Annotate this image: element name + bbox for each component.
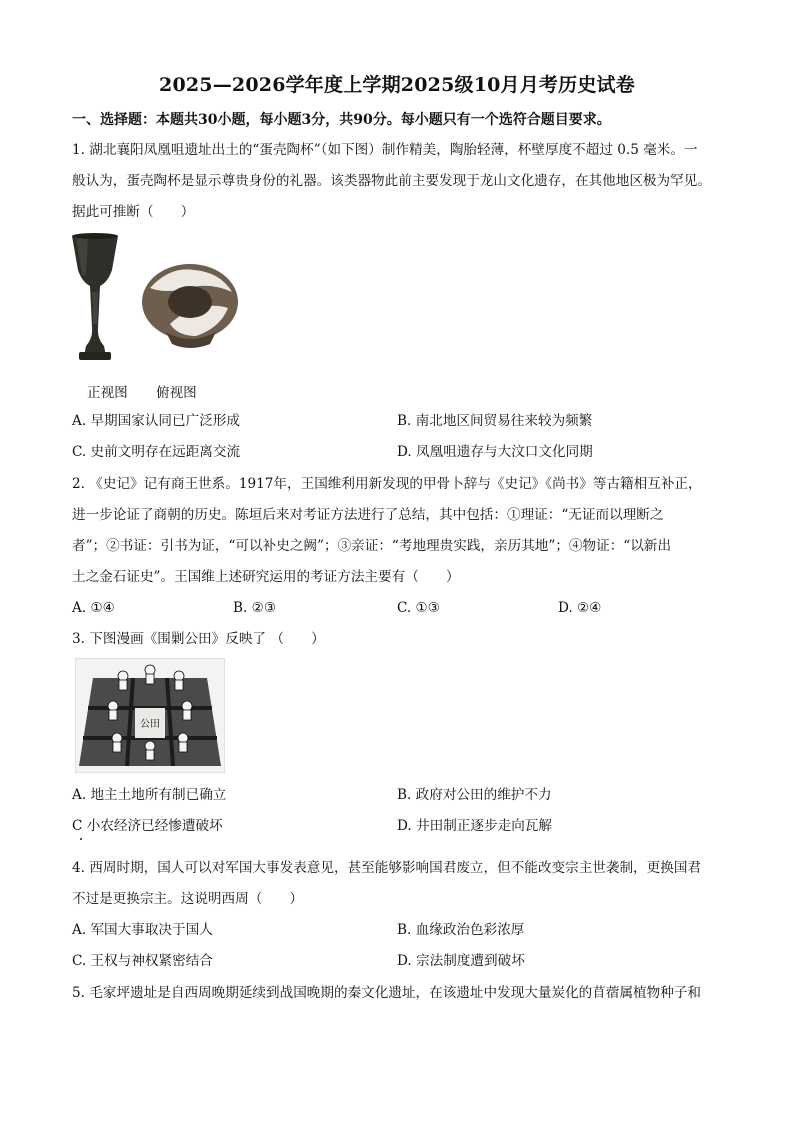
q1-option-b[interactable]: B. 南北地区间贸易往来较为频繁 — [397, 413, 593, 429]
q3-option-a[interactable]: A. 地主土地所有制已确立 — [72, 787, 227, 803]
q1-stem-line-1: 1. 湖北襄阳凤凰咀遗址出土的“蛋壳陶杯”（如下图）制作精美，陶胎轻薄，杯壁厚度不超过 0.5 毫米。一 — [72, 142, 698, 158]
q2-stem-line-3: 者”；②书证：引书为证，“可以补史之阙”；③亲证：“考地理贵实践，亲历其地”；④物证：“以新出 — [72, 538, 672, 554]
q3-option-c[interactable]: C 小农经济已经惨遭破坏 — [72, 818, 223, 834]
q1-stem-line-3: 据此可推断（ ） — [72, 204, 195, 220]
q2-option-d[interactable]: D. ②④ — [558, 600, 602, 616]
q3-option-b[interactable]: B. 政府对公田的维护不力 — [397, 787, 552, 803]
q2-option-b[interactable]: B. ②③ — [233, 600, 277, 616]
cartoon-label: 公田 — [140, 719, 160, 730]
q4-option-d[interactable]: D. 宗法制度遭到破坏 — [397, 953, 525, 969]
q2-option-c[interactable]: C. ①③ — [397, 600, 440, 616]
q5-stem-line-1: 5. 毛家坪遗址是自西周晚期延续到战国晚期的秦文化遗址，在该遗址中发现大量炭化的苜蓿属植物种子和 — [72, 985, 702, 1001]
caption-front-view: 正视图 — [87, 385, 128, 401]
q4-stem-line-2: 不过是更换宗主。这说明西周（ ） — [72, 891, 304, 907]
q2-stem-line-2: 进一步论证了商朝的历史。陈垣后来对考证方法进行了总结，其中包括：①理证：“无证而以理断之 — [72, 507, 664, 523]
q4-stem-line-1: 4. 西周时期，国人可以对军国大事发表意见，甚至能够影响国君废立，但不能改变宗主世袭制，更换国君 — [72, 860, 702, 876]
q2-stem-line-4: 土之金石证史”。王国维上述研究运用的考证方法主要有（ ） — [72, 569, 460, 585]
caption-top-view: 俯视图 — [156, 385, 197, 401]
q1-option-c[interactable]: C. 史前文明存在远距离交流 — [72, 444, 241, 460]
scan-dot — [80, 838, 82, 840]
goblet-front-view — [72, 233, 118, 360]
q2-stem-line-1: 2. 《史记》记有商王世系。1917年，王国维利用新发现的甲骨卜辞与《史记》《尚书》等古籍相互补正， — [72, 476, 702, 492]
bowl-top-view — [142, 264, 238, 348]
q1-stem-line-2: 般认为，蛋壳陶杯是显示尊贵身份的礼器。该类器物此前主要发现于龙山文化遗存，在其他地区极为罕见。 — [72, 173, 711, 189]
q2-option-a[interactable]: A. ①④ — [72, 600, 115, 616]
q3-option-d[interactable]: D. 井田制正逐步走向瓦解 — [397, 818, 552, 834]
q4-option-c[interactable]: C. 王权与神权紧密结合 — [72, 953, 213, 969]
q4-option-a[interactable]: A. 军国大事取决于国人 — [72, 922, 213, 938]
q1-option-d[interactable]: D. 凤凰咀遗存与大汶口文化同期 — [397, 444, 593, 460]
q3-stem-line-1: 3. 下图漫画《围剿公田》反映了 （ ） — [72, 631, 325, 647]
q4-option-b[interactable]: B. 血缘政治色彩浓厚 — [397, 922, 525, 938]
q1-option-a[interactable]: A. 早期国家认同已广泛形成 — [72, 413, 240, 429]
eggshell-cup-photo — [70, 232, 240, 372]
section-heading: 一、选择题：本题共30小题，每小题3分，共90分。每小题只有一个选符合题目要求。 — [72, 112, 611, 128]
public-field-cartoon — [75, 658, 225, 773]
page-title: 2025—2026学年度上学期2025级10月月考历史试卷 — [159, 74, 635, 96]
